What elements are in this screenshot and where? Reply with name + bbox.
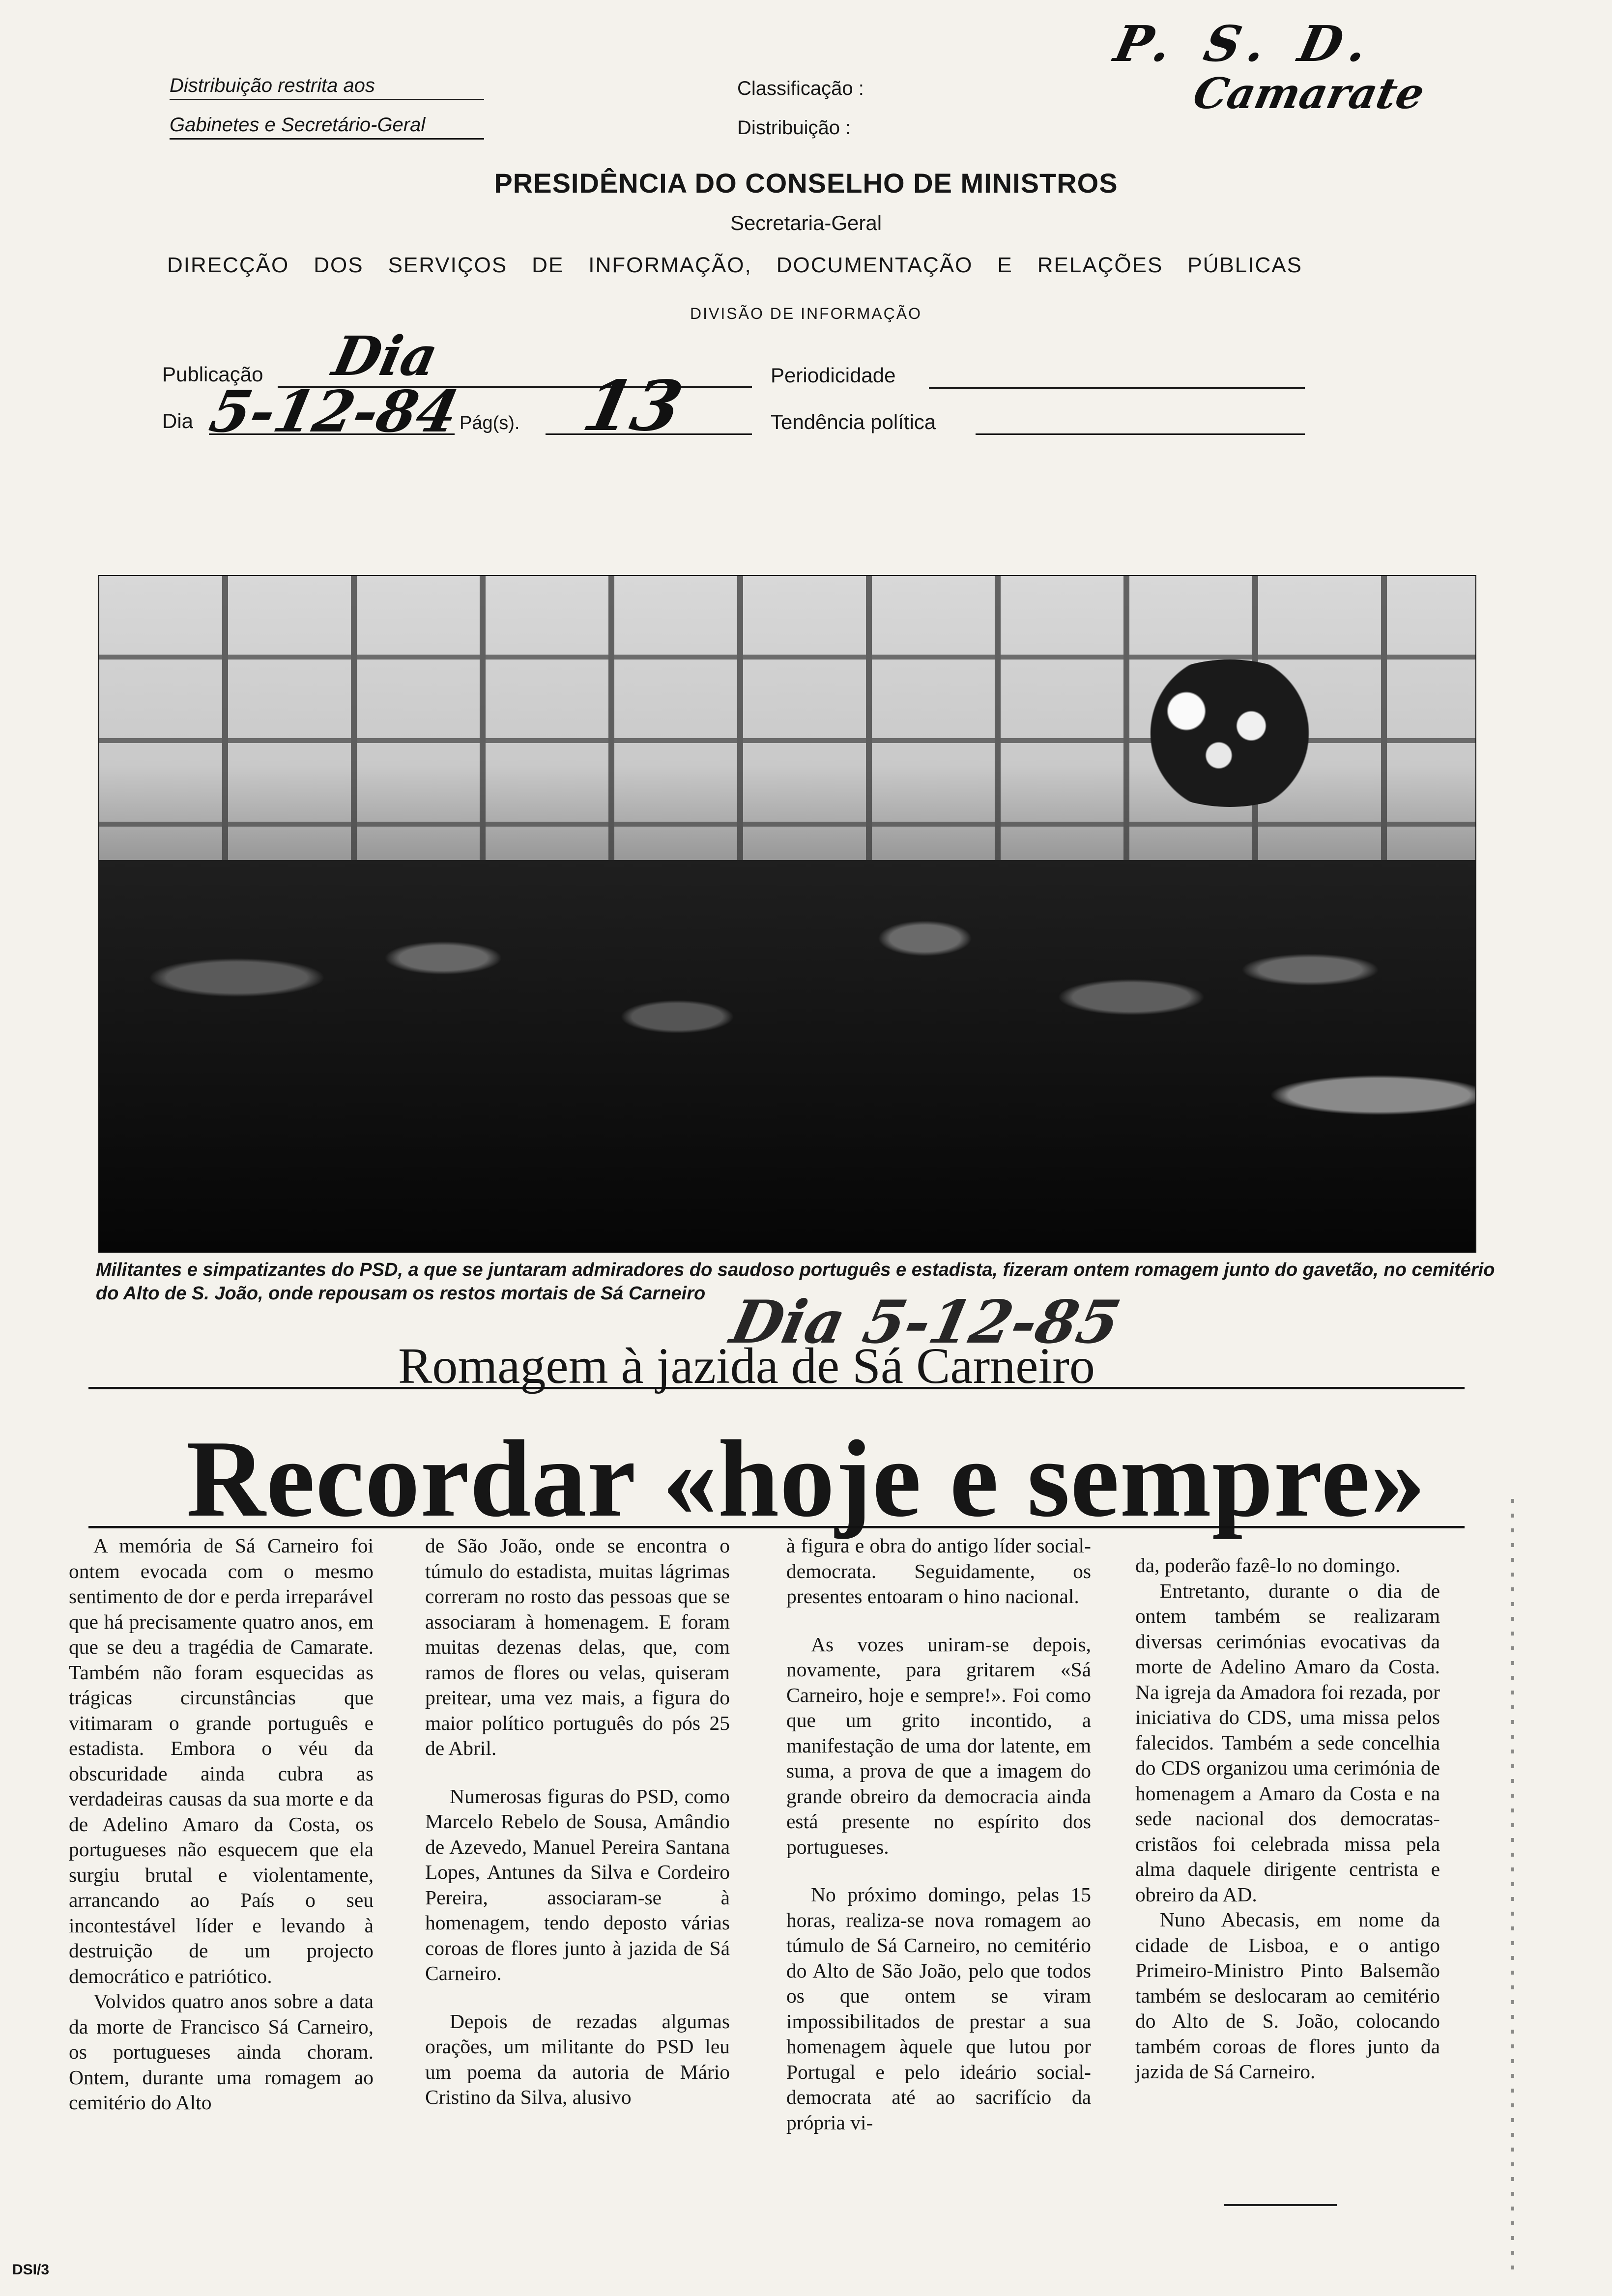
article-column-1 [69, 1533, 374, 2116]
article-column-4 [1135, 1533, 1440, 2085]
classificacao-label: Classificação : [737, 78, 864, 99]
handwritten-camarate-note: Camarate [1189, 69, 1429, 118]
article-kicker: Romagem à jazida de Sá Carneiro [398, 1338, 1095, 1394]
headline-rule-top [88, 1387, 1465, 1389]
paragraph: A memória de Sá Carneiro foi ontem evocada com o mesmo sentimento de dor e perda irreparável que há precisamente quatro anos, em que se deu a tragédia de Camarate. Também não foram esquecidas as trágicas circunstâncias que vitimaram o grande português e estadista. Embora o véu da obscuridade ainda cubra as verdadeiras causas da sua morte e da de Adelino Amaro da Costa, os portugueses não esquecem que ela surgiu brutal e violentamente, arrancando ao País o seu incontestável líder e levando à destruição de um projecto democrático e patriótico. [69, 1534, 374, 1987]
news-photo [98, 575, 1476, 1253]
paragraph: Numerosas figuras do PSD, como Marcelo Rebelo de Sousa, Amândio de Azevedo, Manuel Pereira Santana Lopes, Antunes da Silva e Cordeiro Pereira, associaram-se à homenagem, tendo deposto várias coroas de flores junto à jazida de Sá Carneiro. [425, 1784, 730, 1984]
publicacao-handwritten: Dia [327, 324, 444, 388]
direccao-word: E [997, 253, 1013, 277]
divisao-informacao: DIVISÃO DE INFORMAÇÃO [690, 305, 922, 322]
flower-wreath [1122, 660, 1338, 807]
paragraph: da, poderão fazê-lo no domingo. [1135, 1554, 1401, 1577]
publicacao-label: Publicação [162, 363, 263, 386]
distribution-restricted-line1: Distribuição restrita aos [170, 75, 484, 100]
paragraph: Volvidos quatro anos sobre a data da morte de Francisco Sá Carneiro, os portugueses ainda choram. Ontem, durante uma romagem ao cemitério do Alto [69, 1990, 374, 2114]
paragraph: à figura e obra do antigo líder social-democrata. Seguidamente, os presentes entoaram o hino nacional. [786, 1534, 1091, 1607]
paragraph: No próximo domingo, pelas 15 horas, realiza-se nova romagem ao túmulo de Sá Carneiro, no cemitério do Alto de São João, pelo que todos os que ontem se viram impossibilitados de prestar a sua homenagem àquele que lutou por Portugal e pelo ideário social-democrata até ao sacrifício da própria vi- [786, 1883, 1091, 2134]
crowd [99, 860, 1475, 1252]
paragraph: Entretanto, durante o dia de ontem também se realizaram diversas cerimónias evocativas da morte de Adelino Amaro da Costa. Na igreja da Amadora foi rezada, por iniciativa do CDS, uma missa pelos falecidos. Também a sede concelhia do CDS organizou uma cerimónia de homenagem a Amaro da Costa e na sede nacional dos democratas-cristãos foi celebrada missa pela alma daquele dirigente centrista e obreiro da AD. [1135, 1579, 1440, 1906]
distribuicao-label: Distribuição : [737, 117, 851, 139]
photo-caption: Militantes e simpatizantes do PSD, a que se juntaram admiradores do saudoso português e estadista, fizeram ontem romagem junto do gavetão, no cemitério do Alto de S. João, onde repousam os restos mortais de Sá Carneiro [96, 1260, 1495, 1304]
handwritten-date-stamp: Dia 5-12-85 [725, 1288, 1126, 1357]
page-title: PRESIDÊNCIA DO CONSELHO DE MINISTROS [494, 168, 1118, 199]
direccao-word: DOS [314, 253, 364, 277]
dia-handwritten: 5-12-84 [204, 378, 464, 445]
end-rule [1224, 2204, 1337, 2206]
pags-handwritten: 13 [576, 366, 690, 447]
direccao-word: PÚBLICAS [1187, 253, 1302, 277]
direccao-line [167, 253, 1302, 278]
pags-label: Pág(s). [460, 413, 520, 433]
article-column-3 [786, 1533, 1091, 2135]
tendencia-label: Tendência política [771, 410, 936, 433]
periodicidade-line [929, 387, 1305, 389]
direccao-word: DE [532, 253, 564, 277]
paragraph: Depois de rezadas algumas orações, um militante do PSD leu um poema da autoria de Mário Cristino da Silva, alusivo [425, 2009, 730, 2108]
paragraph: As vozes uniram-se depois, novamente, para gritarem «Sá Carneiro, hoje e sempre!». Foi como que um grito incontido, a manifestação de uma dor latente, em suma, a prova de que a imagem do grande obreiro da democracia ainda está presente no espírito dos portugueses. [786, 1633, 1091, 1858]
handwritten-party-note: P. S. D. [1109, 15, 1382, 73]
direccao-word: DOCUMENTAÇÃO [776, 253, 973, 277]
direccao-word: INFORMAÇÃO, [588, 253, 752, 277]
paragraph: Nuno Abecasis, em nome da cidade de Lisboa, e o antigo Primeiro-Ministro Pinto Balsemão também se deslocaram ao cemitério do Alto de S. João, colocando também coroas de flores junto da jazida de Sá Carneiro. [1135, 1908, 1440, 2083]
dia-label: Dia [162, 409, 194, 432]
secretaria-geral: Secretaria-Geral [730, 211, 882, 234]
direccao-word: SERVIÇOS [388, 253, 508, 277]
direccao-word: RELAÇÕES [1037, 253, 1163, 277]
direccao-word: DIRECÇÃO [167, 253, 289, 277]
scan-edge-mark [1511, 1499, 1514, 2275]
paragraph: de São João, onde se encontra o túmulo do estadista, muitas lágrimas correram no rosto das pessoas que se associaram à homenagem. E foram muitas dezenas delas, que, com ramos de flores ou velas, quiseram preitear, uma vez mais, a figura do maior político português do pós 25 de Abril. [425, 1534, 730, 1759]
tendencia-line [976, 433, 1305, 435]
distribution-restricted-line2: Gabinetes e Secretário-Geral [170, 114, 484, 140]
article-column-2 [425, 1533, 730, 2110]
form-code: DSI/3 [12, 2262, 50, 2278]
periodicidade-label: Periodicidade [771, 364, 896, 387]
headline-rule-bottom [88, 1526, 1465, 1528]
article-headline: Recordar «hoje e sempre» [186, 1418, 1426, 1540]
